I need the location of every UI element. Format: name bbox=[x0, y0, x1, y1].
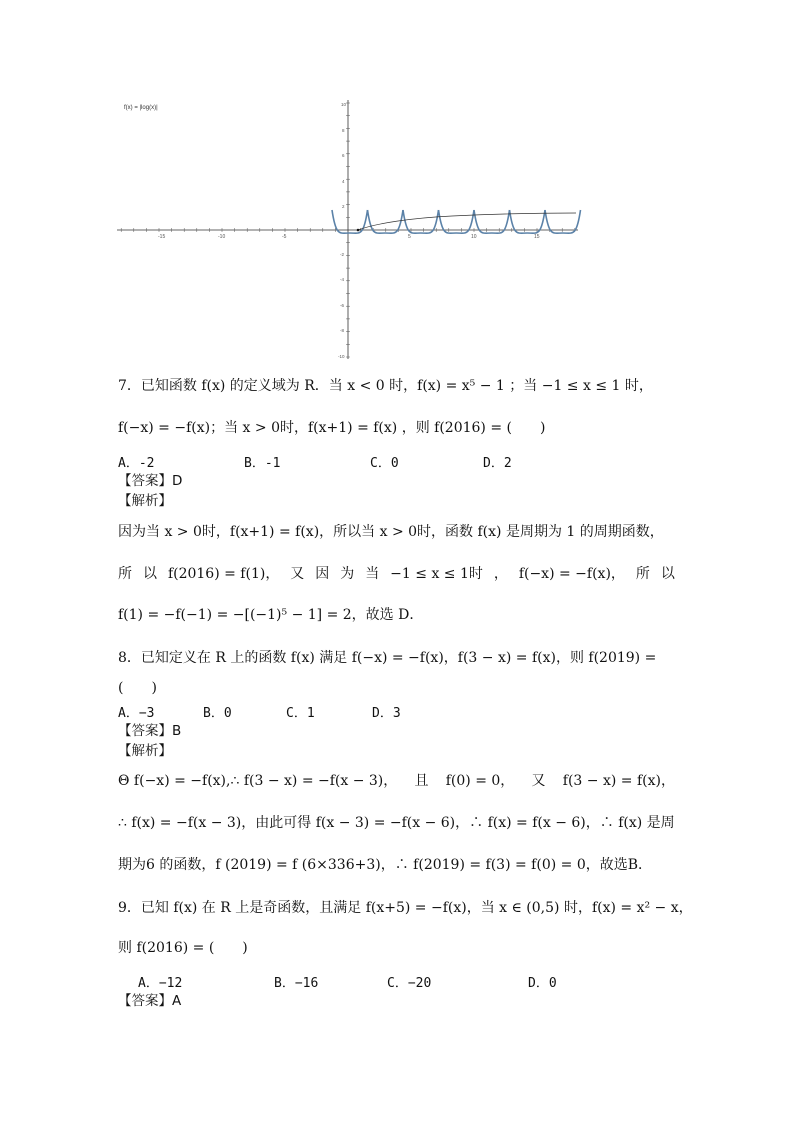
y-tick-label: -10 bbox=[338, 354, 345, 359]
text-segment: 因 bbox=[315, 566, 330, 582]
q9-answer: 【答案】A bbox=[118, 993, 182, 1009]
q7-analysis-line-2 bbox=[118, 564, 675, 584]
q9-option-c: C．−20 bbox=[387, 976, 432, 991]
text-segment: f(3 − x) = f(x)， bbox=[562, 773, 675, 789]
x-tick-label: -15 bbox=[158, 234, 166, 240]
q9-line-2: 则 f(2016) = ( ) bbox=[118, 940, 248, 956]
q8-answer: 【答案】B bbox=[118, 723, 182, 739]
q8-option-d: D．3 bbox=[372, 706, 401, 721]
y-tick-label: -4 bbox=[340, 277, 345, 282]
text-segment: 所 bbox=[118, 566, 132, 582]
q8-option-c: C．1 bbox=[286, 706, 315, 721]
q7-analysis-tag: 【解析】 bbox=[118, 493, 172, 509]
q8-option-a: A．−3 bbox=[118, 706, 155, 721]
text-segment: Θ f(−x) = −f(x),∴ f(3 − x) = −f(x − 3)， bbox=[118, 773, 398, 789]
y-tick-label: 8 bbox=[342, 128, 345, 133]
text-segment: 以 bbox=[142, 566, 157, 582]
function-graph bbox=[112, 97, 582, 362]
q8-line-2: ( ) bbox=[118, 680, 157, 696]
x-tick-label: -5 bbox=[282, 234, 287, 240]
text-segment: 且 bbox=[414, 773, 429, 789]
text-segment: 所 bbox=[635, 566, 650, 582]
graph-formula-label: f(x) = |log(x)| bbox=[124, 105, 158, 111]
q9-option-a: A．−12 bbox=[138, 976, 183, 991]
y-tick-labels bbox=[338, 102, 347, 359]
text-segment: 又 bbox=[531, 773, 546, 789]
x-tick-label: 10 bbox=[471, 234, 477, 240]
text-segment: 又 bbox=[290, 566, 305, 582]
x-tick-label: 15 bbox=[534, 234, 540, 240]
text-segment: ， bbox=[493, 566, 508, 582]
q7-analysis-line-3: f(1) = −f(−1) = −[(−1)⁵ − 1] = 2，故选 D． bbox=[118, 607, 424, 623]
origin-point bbox=[357, 229, 360, 232]
text-segment: −1 ≤ x ≤ 1时 bbox=[390, 566, 483, 582]
text-segment: f(−x) = −f(x)， bbox=[518, 566, 625, 582]
text-segment: f(0) = 0， bbox=[445, 773, 515, 789]
x-tick-label: 5 bbox=[408, 234, 411, 240]
q8-line-1: 8．已知定义在 R 上的函数 f(x) 满足 f(−x) = −f(x)，f(3 − x) = f(x)，则 f(2019) = bbox=[118, 650, 657, 666]
q8-option-b: B．0 bbox=[203, 706, 232, 721]
y-tick-label: 4 bbox=[342, 179, 345, 184]
q9-line-1: 9．已知 f(x) 在 R 上是奇函数，且满足 f(x+5) = −f(x)，当 x ∈ (0,5) 时，f(x) = x² − x， bbox=[118, 900, 693, 916]
q7-line-2: f(−x) = −f(x)；当 x > 0时，f(x+1) = f(x) ，则 f(2016) = ( ) bbox=[118, 420, 546, 436]
y-tick-label: -2 bbox=[340, 252, 345, 257]
q8-analysis-tag: 【解析】 bbox=[118, 743, 172, 759]
y-tick-label: -6 bbox=[340, 303, 345, 308]
q8-analysis-line-2: ∴ f(x) = −f(x − 3)，由此可得 f(x − 3) = −f(x − 6)，∴ f(x) = f(x − 6)，∴ f(x) 是周 bbox=[118, 815, 675, 831]
q7-analysis-line-1: 因为当 x > 0时，f(x+1) = f(x)，所以当 x > 0时，函数 f(x) 是周期为 1 的周期函数， bbox=[118, 524, 664, 540]
text-segment: 以 bbox=[660, 566, 675, 582]
q8-analysis-line-1 bbox=[118, 771, 675, 791]
text-segment: 当 bbox=[365, 566, 380, 582]
q7-option-d: D．2 bbox=[483, 456, 512, 471]
x-tick-label: -10 bbox=[218, 234, 226, 240]
q7-option-b: B．-1 bbox=[244, 456, 281, 471]
y-tick-label: 6 bbox=[342, 153, 345, 158]
text-segment: 为 bbox=[340, 566, 355, 582]
q7-line-1: 7．已知函数 f(x) 的定义域为 R．当 x < 0 时，f(x) = x⁵ − 1 ；当 −1 ≤ x ≤ 1 时， bbox=[118, 378, 653, 394]
q7-option-c: C．0 bbox=[370, 456, 399, 471]
q9-option-b: B．−16 bbox=[274, 976, 319, 991]
y-tick-label: -8 bbox=[340, 328, 345, 333]
x-tick-labels bbox=[158, 234, 540, 240]
q8-analysis-line-3: 期为6 的函数，f (2019) = f (6×336+3)，∴ f(2019) = f(3) = f(0) = 0，故选B． bbox=[118, 857, 653, 873]
q7-answer: 【答案】D bbox=[118, 473, 183, 489]
y-tick-label: 10 bbox=[341, 102, 347, 107]
text-segment: f(2016) = f(1)， bbox=[167, 566, 280, 582]
q7-option-a: A．-2 bbox=[118, 456, 155, 471]
q9-option-d: D．0 bbox=[528, 976, 557, 991]
y-tick-label: 2 bbox=[342, 204, 345, 209]
